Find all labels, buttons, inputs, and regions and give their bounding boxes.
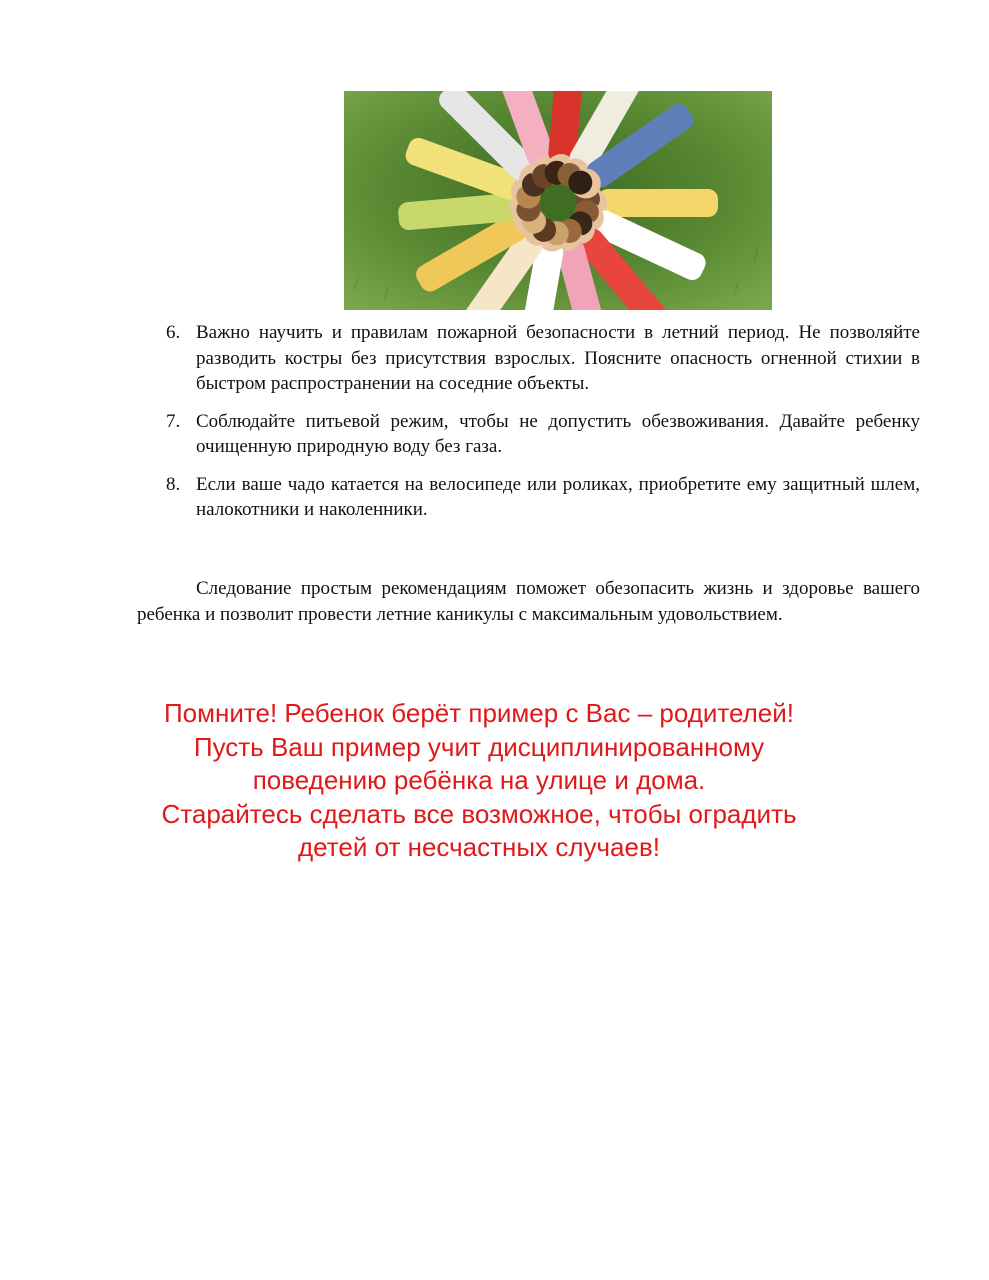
reminder-block — [100, 697, 858, 865]
reminder-line: Старайтесь сделать все возможное, чтобы оградить — [161, 798, 797, 829]
list-item-text: Важно научить и правилам пожарной безопасности в летний период. Не позволяйте разводить костры без присутствия взрослых. Поясните опасность огненной стихии в быстром распространении на соседние объекты. — [196, 322, 920, 394]
reminder-line: Пусть Ваш пример учит дисциплинированному — [193, 731, 765, 762]
list-item — [160, 472, 920, 523]
list-item-number: 7. — [166, 410, 181, 432]
children-circle-image — [344, 91, 772, 310]
conclusion-paragraph: Следование простым рекомендациям поможет обезопасить жизнь и здоровье вашего ребенка и позволит провести летние каникулы с максимальным удовольствием. — [137, 578, 920, 625]
children-circle-photo — [344, 91, 772, 310]
list-item-text: Соблюдайте питьевой режим, чтобы не допустить обезвоживания. Давайте ребенку очищенную природную воду без газа. — [196, 410, 920, 457]
reminder-line: Помните! Ребенок берёт пример с Вас – родителей! — [163, 698, 795, 728]
list-item-number: 8. — [166, 473, 181, 495]
list-item-text: Если ваше чадо катается на велосипеде или роликах, приобретите ему защитный шлем, налокотники и наколенники. — [196, 473, 920, 520]
list-item-number: 6. — [166, 322, 181, 343]
recommendations-list — [160, 320, 920, 535]
list-item — [160, 409, 920, 460]
reminder-line: детей от несчастных случаев! — [298, 832, 660, 862]
reminder-line: поведению ребёнка на улице и дома. — [252, 765, 706, 795]
list-item — [160, 320, 920, 397]
